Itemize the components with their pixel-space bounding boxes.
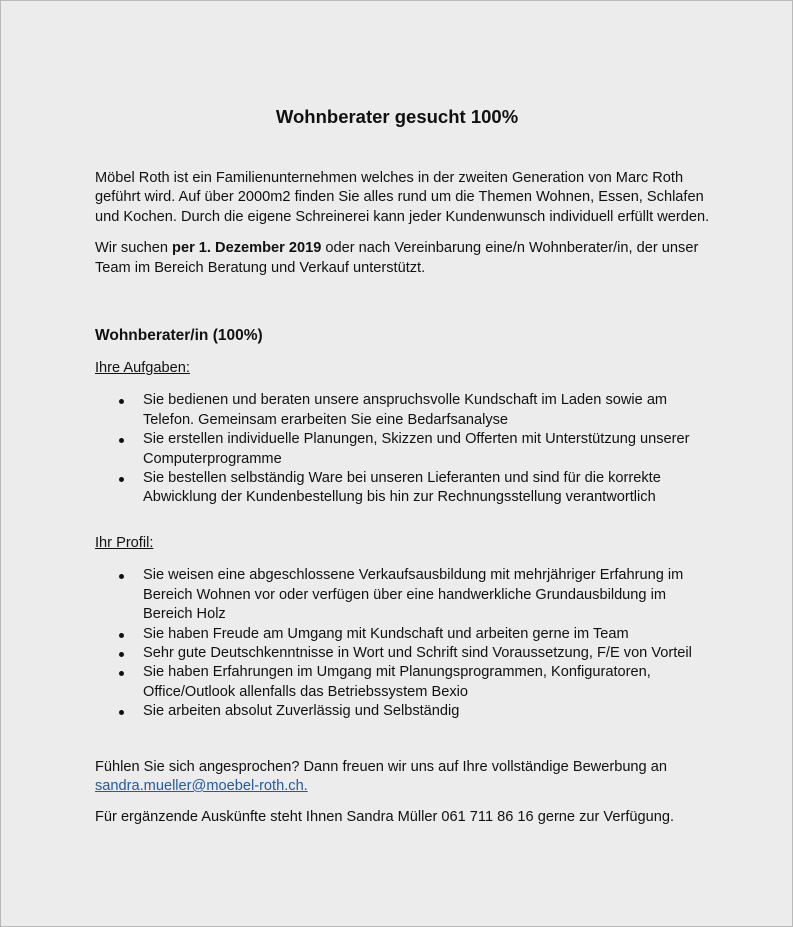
document-content xyxy=(95,105,715,828)
task-item: Sie erstellen individuelle Planungen, Skizzen und Offerten mit Unterstützung unserer Computerprogramme xyxy=(95,430,715,469)
contact-paragraph: Für ergänzende Auskünfte steht Ihnen Sandra Müller 061 711 86 16 gerne zur Verfügung. xyxy=(95,809,675,826)
email-link[interactable]: sandra.mueller@moebel-roth.ch. xyxy=(95,777,308,794)
tasks-list xyxy=(95,391,715,507)
task-item: Sie bestellen selbständig Ware bei unseren Lieferanten und sind für die korrekte Abwicklung der Kundenbestellung bis hin zur Rechnungsstellung verantwortlich xyxy=(95,469,715,508)
profile-item: Sie weisen eine abgeschlossene Verkaufsausbildung mit mehrjähriger Erfahrung im Bereich Wohnen vor oder verfügen über eine handwerkliche Grundausbildung im Bereich Holz xyxy=(95,566,715,624)
tasks-label: Ihre Aufgaben: xyxy=(95,360,190,377)
profile-item: Sie haben Erfahrungen im Umgang mit Planungsprogrammen, Konfiguratoren, Office/Outlook allenfalls das Betriebssystem Bexio xyxy=(95,663,715,702)
page-title: Wohnberater gesucht 100% xyxy=(275,106,519,127)
profile-item: Sie arbeiten absolut Zuverlässig und Selbständig xyxy=(95,702,715,721)
profile-list xyxy=(95,566,715,721)
search-prefix: Wir suchen xyxy=(95,240,173,257)
intro-paragraph: Möbel Roth ist ein Familienunternehmen welches in der zweiten Generation von Marc Roth geführt wird. Auf über 2000m2 finden Sie alles rund um die Themen Wohnen, Essen, Schlafen und Kochen. Durch die eigene Schreinerei kann jeder Kundenwunsch individuell erfüllt werden. xyxy=(95,170,710,225)
profile-item: Sie haben Freude am Umgang mit Kundschaft und arbeiten gerne im Team xyxy=(95,625,715,644)
search-suffix: oder nach Vereinbarung eine/n Wohnberater/in, der unser Team im Bereich Beratung und Verkauf unterstützt. xyxy=(95,240,699,276)
profile-label: Ihr Profil: xyxy=(95,534,154,551)
job-title: Wohnberater/in (100%) xyxy=(95,327,263,345)
task-item: Sie bedienen und beraten unsere anspruchsvolle Kundschaft im Laden sowie am Telefon. Gemeinsam erarbeiten Sie eine Bedarfsanalyse xyxy=(95,391,715,430)
closing-text: Fühlen Sie sich angesprochen? Dann freuen wir uns auf Ihre vollständige Bewerbung an xyxy=(95,758,667,775)
search-paragraph xyxy=(95,239,715,278)
search-date: per 1. Dezember 2019 xyxy=(172,240,322,257)
profile-item: Sehr gute Deutschkenntnisse in Wort und Schrift sind Voraussetzung, F/E von Vorteil xyxy=(95,644,715,663)
closing-paragraph xyxy=(95,758,715,797)
